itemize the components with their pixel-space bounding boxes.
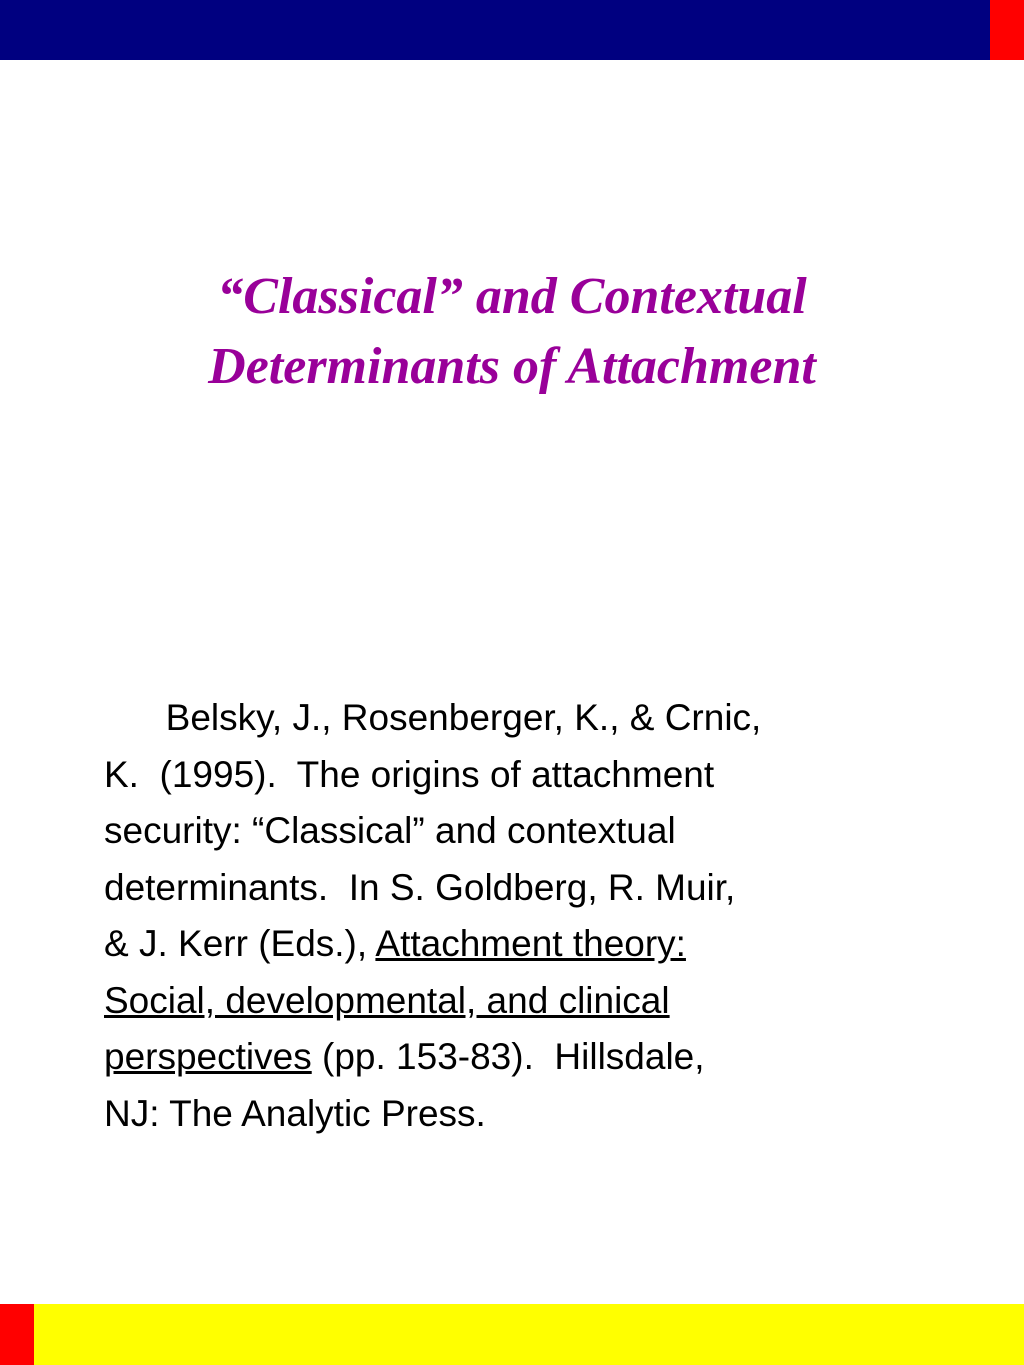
bottom-accent-block	[0, 1304, 34, 1365]
citation-line-8: NJ: The Analytic Press.	[104, 1092, 486, 1134]
citation-line-2: K. (1995). The origins of attachment	[104, 753, 715, 795]
citation-pages: (pp. 153-83). Hillsdale,	[311, 1036, 705, 1077]
top-banner-bar	[0, 0, 990, 60]
citation-line-3: security: “Classical” and contextual	[104, 810, 676, 851]
slide-title	[100, 262, 924, 402]
book-title-part-2: Social, developmental, and clinical	[104, 979, 670, 1021]
citation-line-1: Belsky, J., Rosenberger, K., & Crnic,	[104, 697, 762, 738]
title-line-2: Determinants of Attachment	[208, 338, 816, 395]
citation-line-4: determinants. In S. Goldberg, R. Muir,	[104, 866, 736, 908]
reference-citation	[104, 690, 934, 1142]
citation-editors: & J. Kerr (Eds.),	[104, 923, 376, 964]
citation-line-5	[104, 916, 934, 973]
top-accent-block	[990, 0, 1024, 60]
book-title-part-3: perspectives	[104, 1036, 312, 1077]
bottom-banner-bar	[34, 1304, 1024, 1365]
citation-line-7	[104, 1029, 934, 1086]
book-title-part-1: Attachment theory:	[375, 923, 686, 964]
citation-line-6	[104, 973, 934, 1030]
title-line-1: “Classical” and Contextual	[217, 268, 807, 325]
